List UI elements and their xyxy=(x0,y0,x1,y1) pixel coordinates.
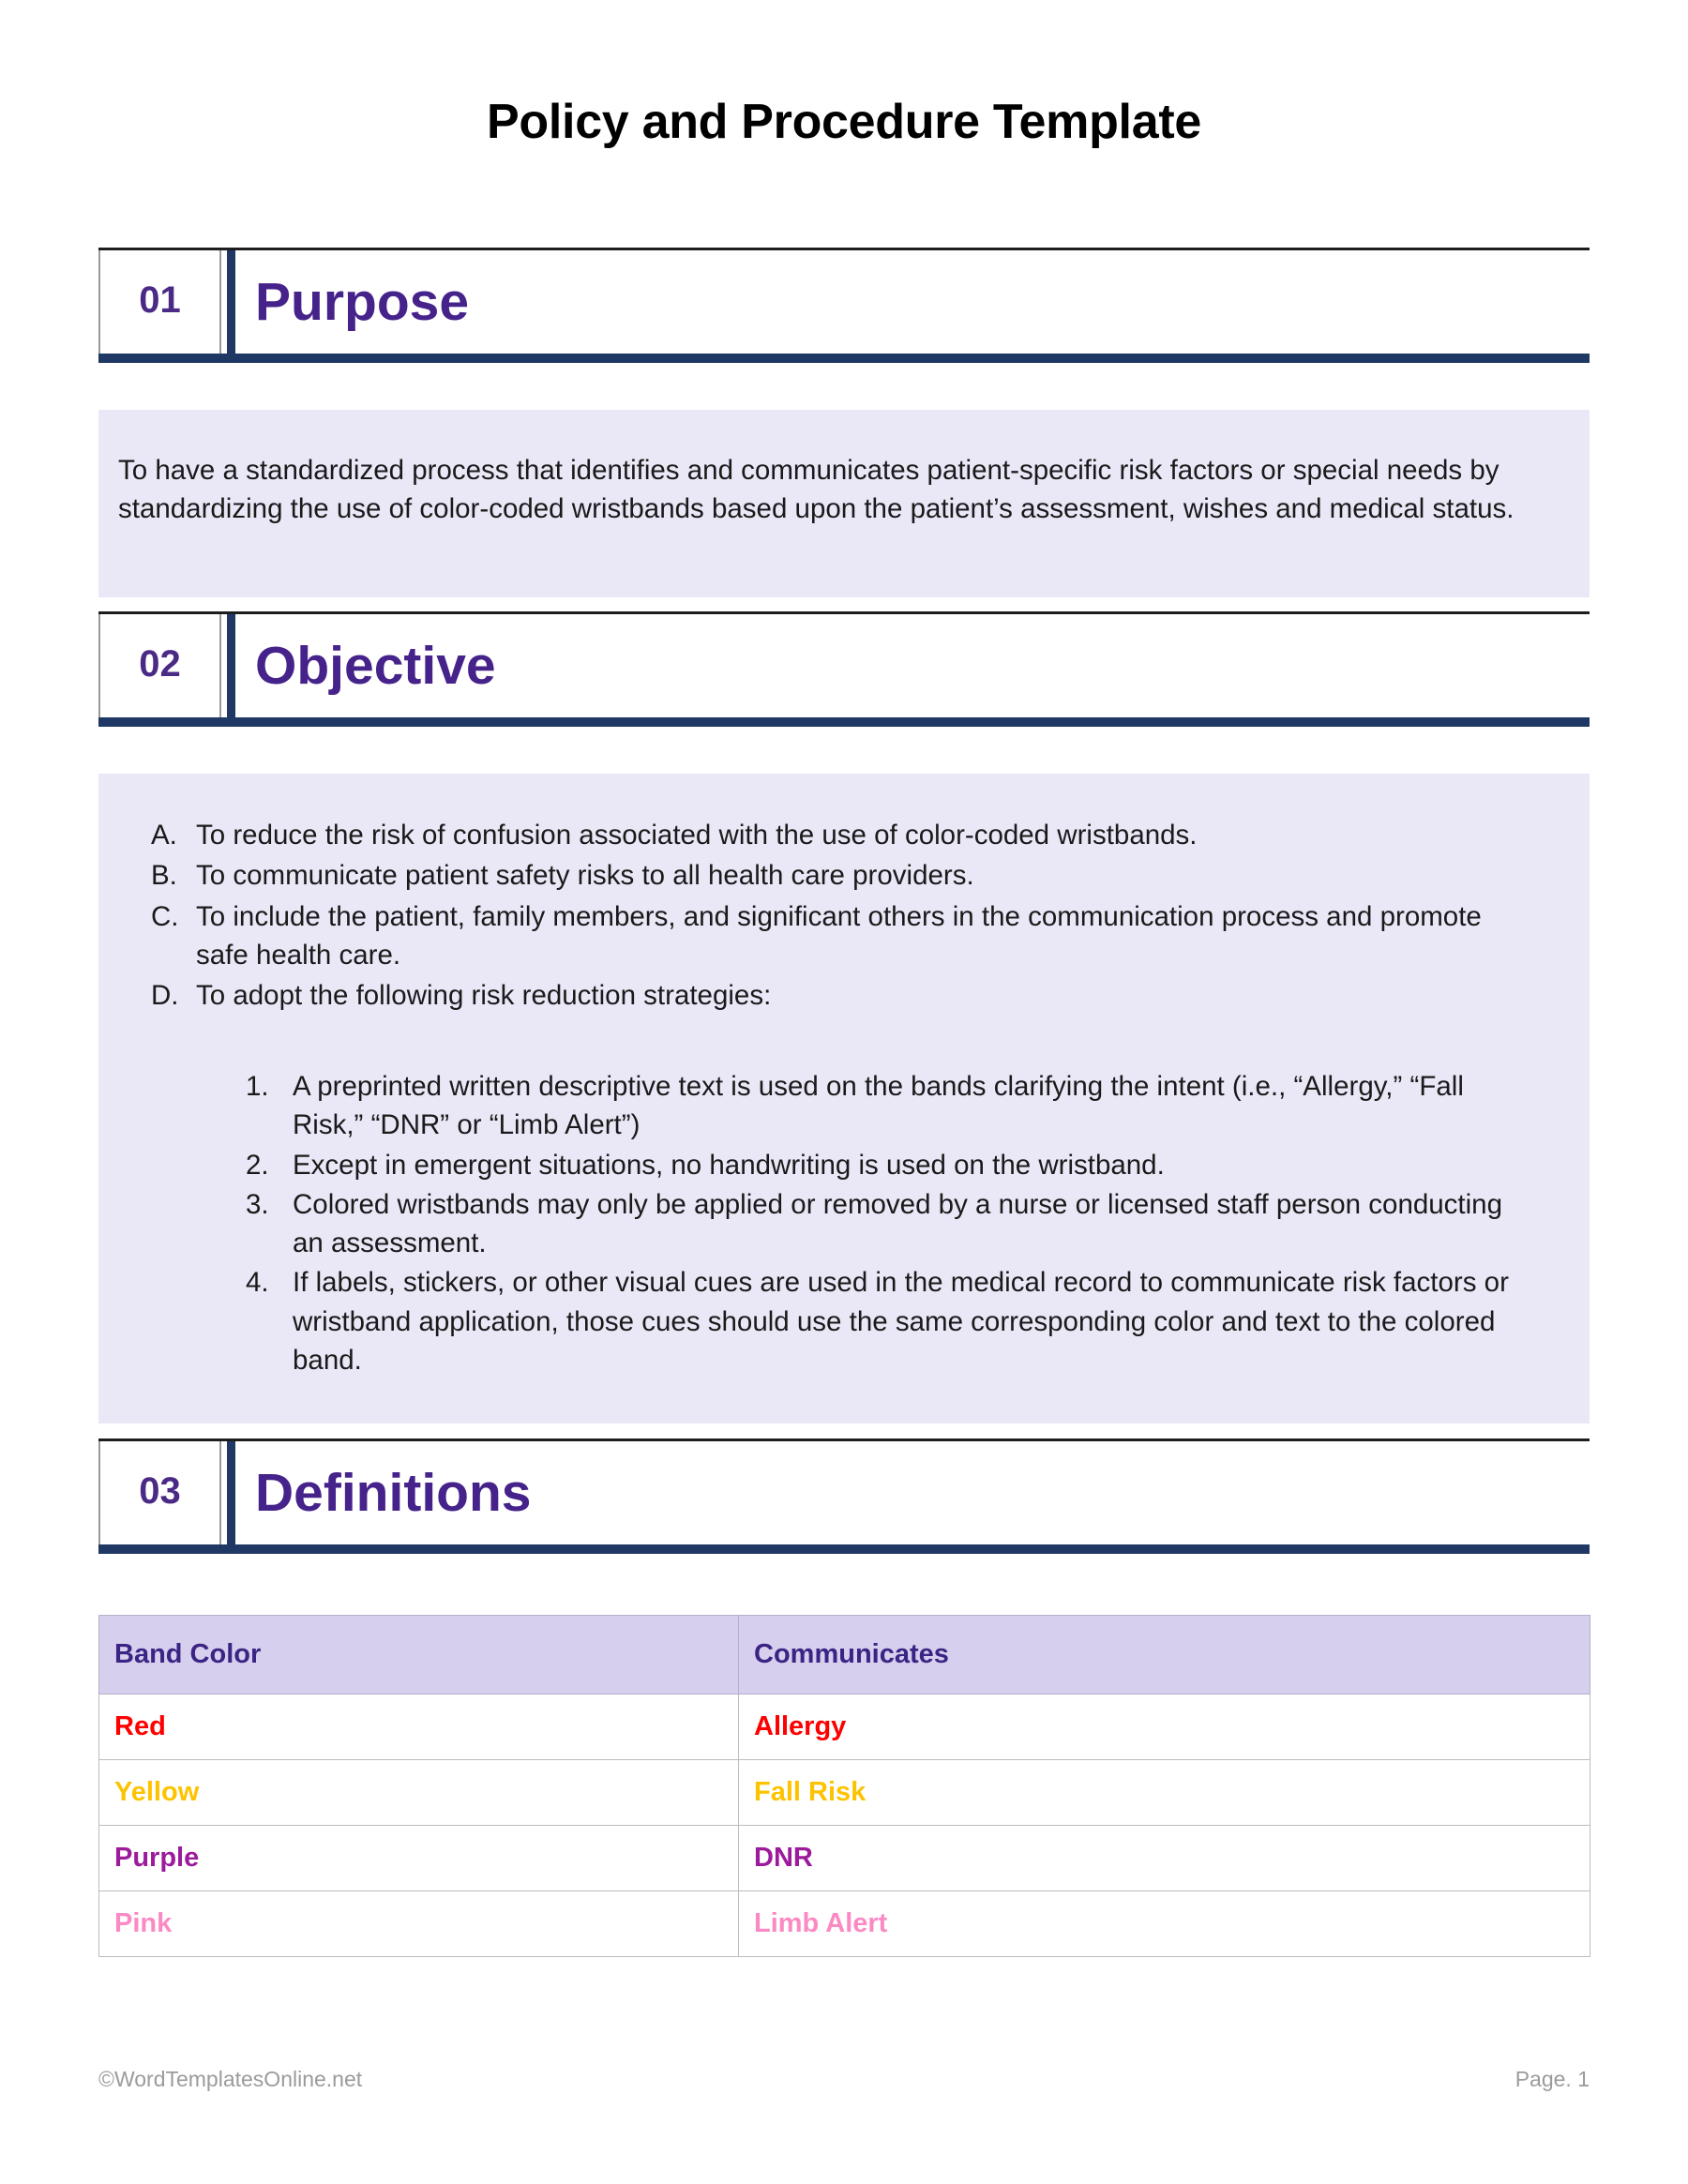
section-title-definitions: Definitions xyxy=(255,1462,532,1523)
section-number-03: 03 xyxy=(139,1470,181,1512)
list-item xyxy=(151,816,1520,854)
list-marker: C. xyxy=(151,900,179,932)
list-text: If labels, stickers, or other visual cues are used in the medical record to communicate risk factors or wristband application, those cues should use the same corresponding color and text to the colored band. xyxy=(293,1267,1509,1377)
section-number-02: 02 xyxy=(139,643,181,685)
section-number-01: 01 xyxy=(139,279,181,321)
list-text: To include the patient, family members, and significant others in the communication process and promote safe health care. xyxy=(196,900,1482,971)
footer-copyright: ©WordTemplatesOnline.net xyxy=(98,2067,363,2091)
table-row xyxy=(99,1694,1590,1760)
list-item xyxy=(151,976,1520,1015)
section-accent-bar-01 xyxy=(227,250,235,354)
section-header-definitions xyxy=(98,1438,1590,1548)
objective-alpha-list xyxy=(151,816,1520,1017)
list-marker: 1. xyxy=(246,1071,269,1102)
section-number-box-02 xyxy=(98,614,221,717)
list-text: Colored wristbands may only be applied or removed by a nurse or licensed staff person conducting an assessment. xyxy=(293,1188,1502,1259)
section-header-purpose xyxy=(98,248,1590,357)
section-title-purpose: Purpose xyxy=(255,271,470,332)
purpose-content-panel xyxy=(98,410,1590,597)
table-row xyxy=(99,1760,1590,1826)
objective-content-panel xyxy=(98,774,1590,1423)
section-number-box-01 xyxy=(98,250,221,354)
section-accent-bar-02 xyxy=(227,614,235,717)
objective-numbered-list xyxy=(246,1067,1530,1380)
cell-communicates: Limb Alert xyxy=(739,1891,1590,1957)
cell-communicates: Fall Risk xyxy=(739,1760,1590,1826)
section-header-objective xyxy=(98,611,1590,721)
column-header-communicates: Communicates xyxy=(739,1616,1590,1694)
cell-band-color: Red xyxy=(99,1694,739,1760)
page-title: Policy and Procedure Template xyxy=(487,95,1201,149)
section-number-box-03 xyxy=(98,1441,221,1544)
page-footer xyxy=(98,2067,1590,2092)
cell-band-color: Purple xyxy=(99,1826,739,1891)
cell-communicates: DNR xyxy=(739,1826,1590,1891)
cell-band-color: Yellow xyxy=(99,1760,739,1826)
cell-communicates: Allergy xyxy=(739,1694,1590,1760)
list-text: To adopt the following risk reduction strategies: xyxy=(196,980,772,1012)
table-header-row xyxy=(99,1616,1590,1694)
section-title-objective: Objective xyxy=(255,635,496,696)
list-marker: A. xyxy=(151,820,177,851)
list-marker: B. xyxy=(151,860,177,892)
definitions-table xyxy=(98,1615,1590,1957)
list-item xyxy=(151,897,1520,975)
column-header-band-color: Band Color xyxy=(99,1616,739,1694)
list-item xyxy=(246,1146,1530,1184)
list-marker: 3. xyxy=(246,1188,269,1220)
list-text: Except in emergent situations, no handwriting is used on the wristband. xyxy=(293,1149,1165,1181)
list-text: A preprinted written descriptive text is used on the bands clarifying the intent (i.e., “Allergy,” “Fall Risk,” “DNR” or “Limb Alert”) xyxy=(293,1071,1464,1141)
list-item xyxy=(246,1067,1530,1145)
list-item xyxy=(246,1185,1530,1263)
list-item xyxy=(151,856,1520,895)
section-bottom-bar-02 xyxy=(98,717,1590,727)
list-marker: 2. xyxy=(246,1149,269,1181)
table-row xyxy=(99,1826,1590,1891)
list-marker: D. xyxy=(151,980,179,1012)
list-text: To reduce the risk of confusion associated with the use of color-coded wristbands. xyxy=(196,820,1198,851)
section-bottom-bar-01 xyxy=(98,354,1590,363)
cell-band-color: Pink xyxy=(99,1891,739,1957)
section-accent-bar-03 xyxy=(227,1441,235,1544)
purpose-paragraph: To have a standardized process that identifies and communicates patient-specific risk factors or special needs by standardizing the use of color-coded wristbands based upon the patient’s assessment, wishes and medical status. xyxy=(118,455,1515,525)
list-text: To communicate patient safety risks to all health care providers. xyxy=(196,860,974,892)
table-row xyxy=(99,1891,1590,1957)
list-marker: 4. xyxy=(246,1267,269,1299)
section-bottom-bar-03 xyxy=(98,1544,1590,1554)
footer-page-number: Page. 1 xyxy=(1515,2067,1590,2091)
list-item xyxy=(246,1263,1530,1379)
